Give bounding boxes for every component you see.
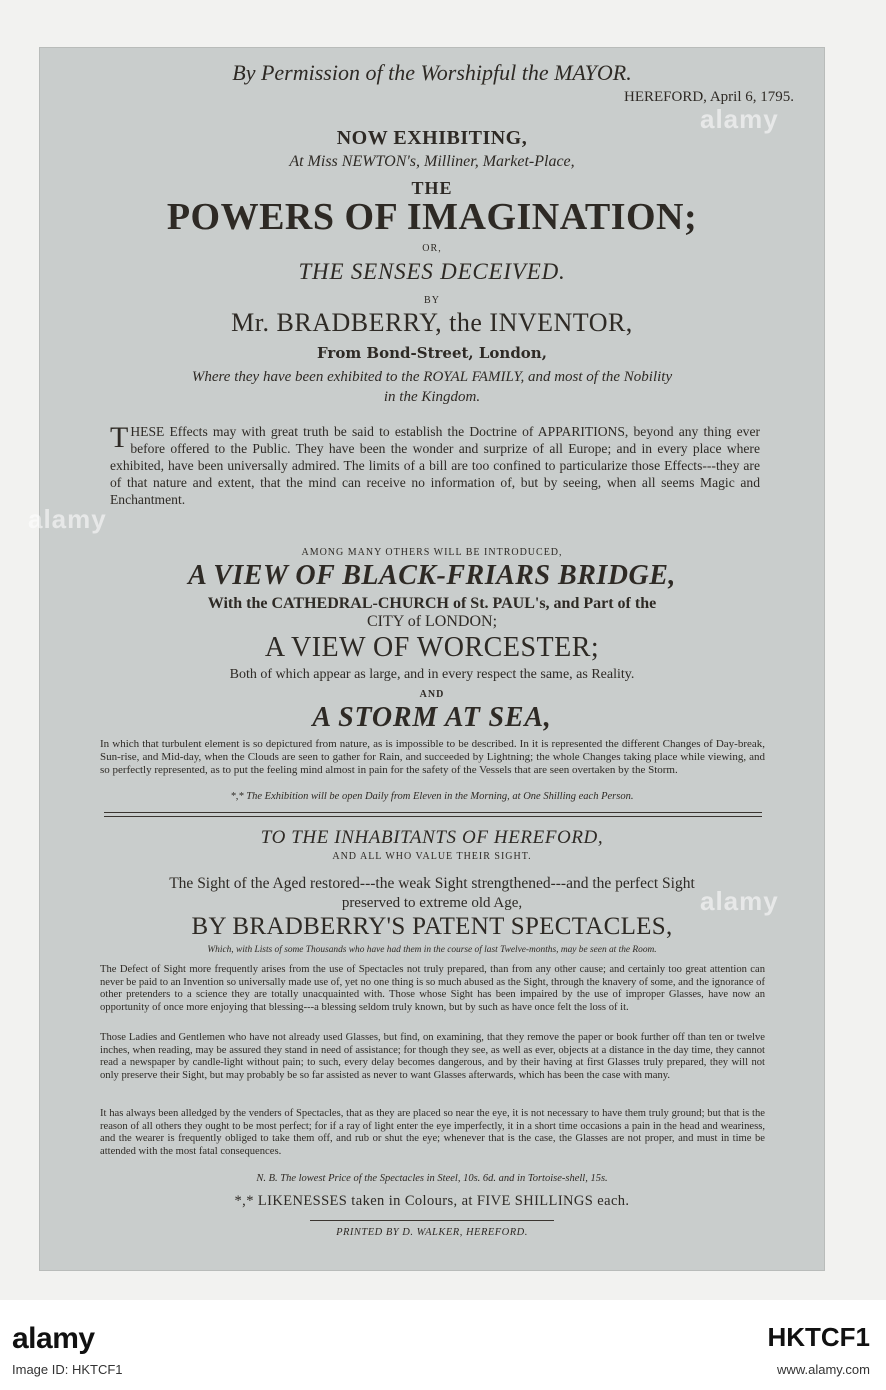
paragraph-venders: It has always been alledged by the venders of Spectacles, that as they are placed so near the eye, it is not necessary to have them truly ground; but that is the reason of all others they ought to be most perfect; for if a ray of light enter the eye imperfectly, it in a short time occasions a pain in the head and weariness, and the wearer is frequently obliged to take them off, and rub or shut the eye; whenever that is the case, the Glasses are not proper, and must in time be attended with the most fatal consequences. <box>100 1108 765 1158</box>
venue-line: At Miss NEWTON's, Milliner, Market-Place, <box>289 153 575 170</box>
permission-line: By Permission of the Worshipful the MAYOR. <box>232 60 632 85</box>
now-exhibiting-heading: NOW EXHIBITING, <box>336 127 528 149</box>
main-title: POWERS OF IMAGINATION; <box>166 196 698 238</box>
intro-text: HESE Effects may with great truth be said to establish the Doctrine of APPARITIONS, beyond any thing ever before offered to the Public. They have been the wonder and surprize of all Europe; and in every place where exhibited, have been universally admired. The limits of a bill are too confined to particularize those Effects---they are of that nature and extent, that the mind can receive no information of, but by seeing, when all seems Magic and Enchantment. <box>110 424 760 507</box>
stock-image-id: Image ID: HKTCF1 <box>12 1362 123 1377</box>
broadside-sheet <box>40 48 824 1270</box>
view-blackfriars: A VIEW OF BLACK-FRIARS BRIDGE, <box>188 560 676 591</box>
where-line-2: in the Kingdom. <box>383 389 481 405</box>
or-word: OR, <box>422 243 442 254</box>
among-line: AMONG MANY OTHERS WILL BE INTRODUCED, <box>301 547 563 558</box>
view-blackfriars-sub-2: CITY of LONDON; <box>366 613 498 630</box>
divider-bottom <box>104 816 762 817</box>
view-blackfriars-sub-1: With the CATHEDRAL-CHURCH of St. PAUL's, and Part of the <box>207 595 657 612</box>
stock-footer <box>0 1300 886 1390</box>
alamy-logo: alamy <box>12 1322 95 1355</box>
divider-top <box>104 812 762 813</box>
dateline: HEREFORD, April 6, 1795. <box>623 89 794 105</box>
inventor-line: Mr. BRADBERRY, the INVENTOR, <box>231 308 633 337</box>
view-worcester-sub: Both of which appear as large, and in every respect the same, as Reality. <box>229 667 635 682</box>
watermark-alamy: alamy <box>700 104 779 134</box>
from-line: From Bond-Street, London, <box>317 344 547 362</box>
sight-line-2: preserved to extreme old Age, <box>341 895 523 911</box>
printer-rule <box>310 1220 554 1221</box>
hours-line: *,* The Exhibition will be open Daily from Eleven in the Morning, at One Shilling each Person. <box>230 791 634 802</box>
price-line: N. B. The lowest Price of the Spectacles in Steel, 10s. 6d. and in Tortoise-shell, 15s. <box>256 1173 608 1184</box>
site-url: www.alamy.com <box>777 1362 870 1377</box>
all-who-line: AND ALL WHO VALUE THEIR SIGHT. <box>332 851 532 862</box>
by-word: BY <box>424 295 440 306</box>
the-word: THE <box>411 178 453 198</box>
spectacles-heading: BY BRADBERRY'S PATENT SPECTACLES, <box>191 913 673 940</box>
where-line-1: Where they have been exhibited to the ROYAL FAMILY, and most of the Nobility <box>191 369 673 385</box>
watermark-alamy: alamy <box>28 504 107 534</box>
storm-heading: A STORM AT SEA, <box>312 702 552 733</box>
inhabitants-heading: TO THE INHABITANTS OF HEREFORD, <box>260 827 604 848</box>
and-word: AND <box>419 689 445 700</box>
drop-cap: T <box>110 421 129 454</box>
printer-line: PRINTED BY D. WALKER, HEREFORD. <box>336 1227 528 1238</box>
watermark-alamy: alamy <box>700 886 779 916</box>
subtitle: THE SENSES DECEIVED. <box>298 259 566 284</box>
paragraph-defect: The Defect of Sight more frequently arises from the use of Spectacles not truly prepared, than from any other cause; and certainly too great attention can never be paid to an Invention so universally made use of, yet no one thing is so much abused as the Sight, through the knavery of some, and the ignorance of other pretenders to a science they are totally unacquainted with. Those whose Sight has been impaired by the use of improper Glasses, have now an opportunity of once more enjoying that blessing---a blessing seldom truly known, but by such as have once felt the loss of it. <box>100 964 765 1014</box>
sight-line-1: The Sight of the Aged restored---the weak Sight strengthened---and the perfect Sight <box>169 875 695 892</box>
paragraph-ladies: Those Ladies and Gentlemen who have not already used Glasses, but find, on examining, that they remove the paper or book further off than ten or twelve inches, when reading, may be assured they stand in need of assistance; for though they see, as well as ever, objects at a distance in the day time, they cannot read a newspaper by candle-light without pain; to such, every delay becomes dangerous, and by their having at first Glasses truly prepared, they will not only preserve their Sight, but may probably be so far assisted as never to want Glasses afterwards, which has been the case with many. <box>100 1032 765 1082</box>
view-worcester: A VIEW OF WORCESTER; <box>264 632 600 663</box>
lists-line: Which, with Lists of some Thousands who have had them in the course of last Twelve-months, may be seen at the Room. <box>207 945 657 955</box>
intro-paragraph <box>110 421 760 509</box>
image-id: HKTCF1 <box>767 1322 870 1352</box>
storm-paragraph: In which that turbulent element is so depictured from nature, as is impossible to be described. In it is represented the different Changes of Day-break, Sun-rise, and Mid-day, when the Clouds are seen to gather for Rain, and succeeded by Lightning; the whole Changes taking place while viewing, and so perfectly represented, as to put the feeling mind almost in pain for the safety of the Vessels that are seen overtaken by the Storm. <box>100 738 765 777</box>
likenesses-line: *,* LIKENESSES taken in Colours, at FIVE SHILLINGS each. <box>234 1193 630 1209</box>
